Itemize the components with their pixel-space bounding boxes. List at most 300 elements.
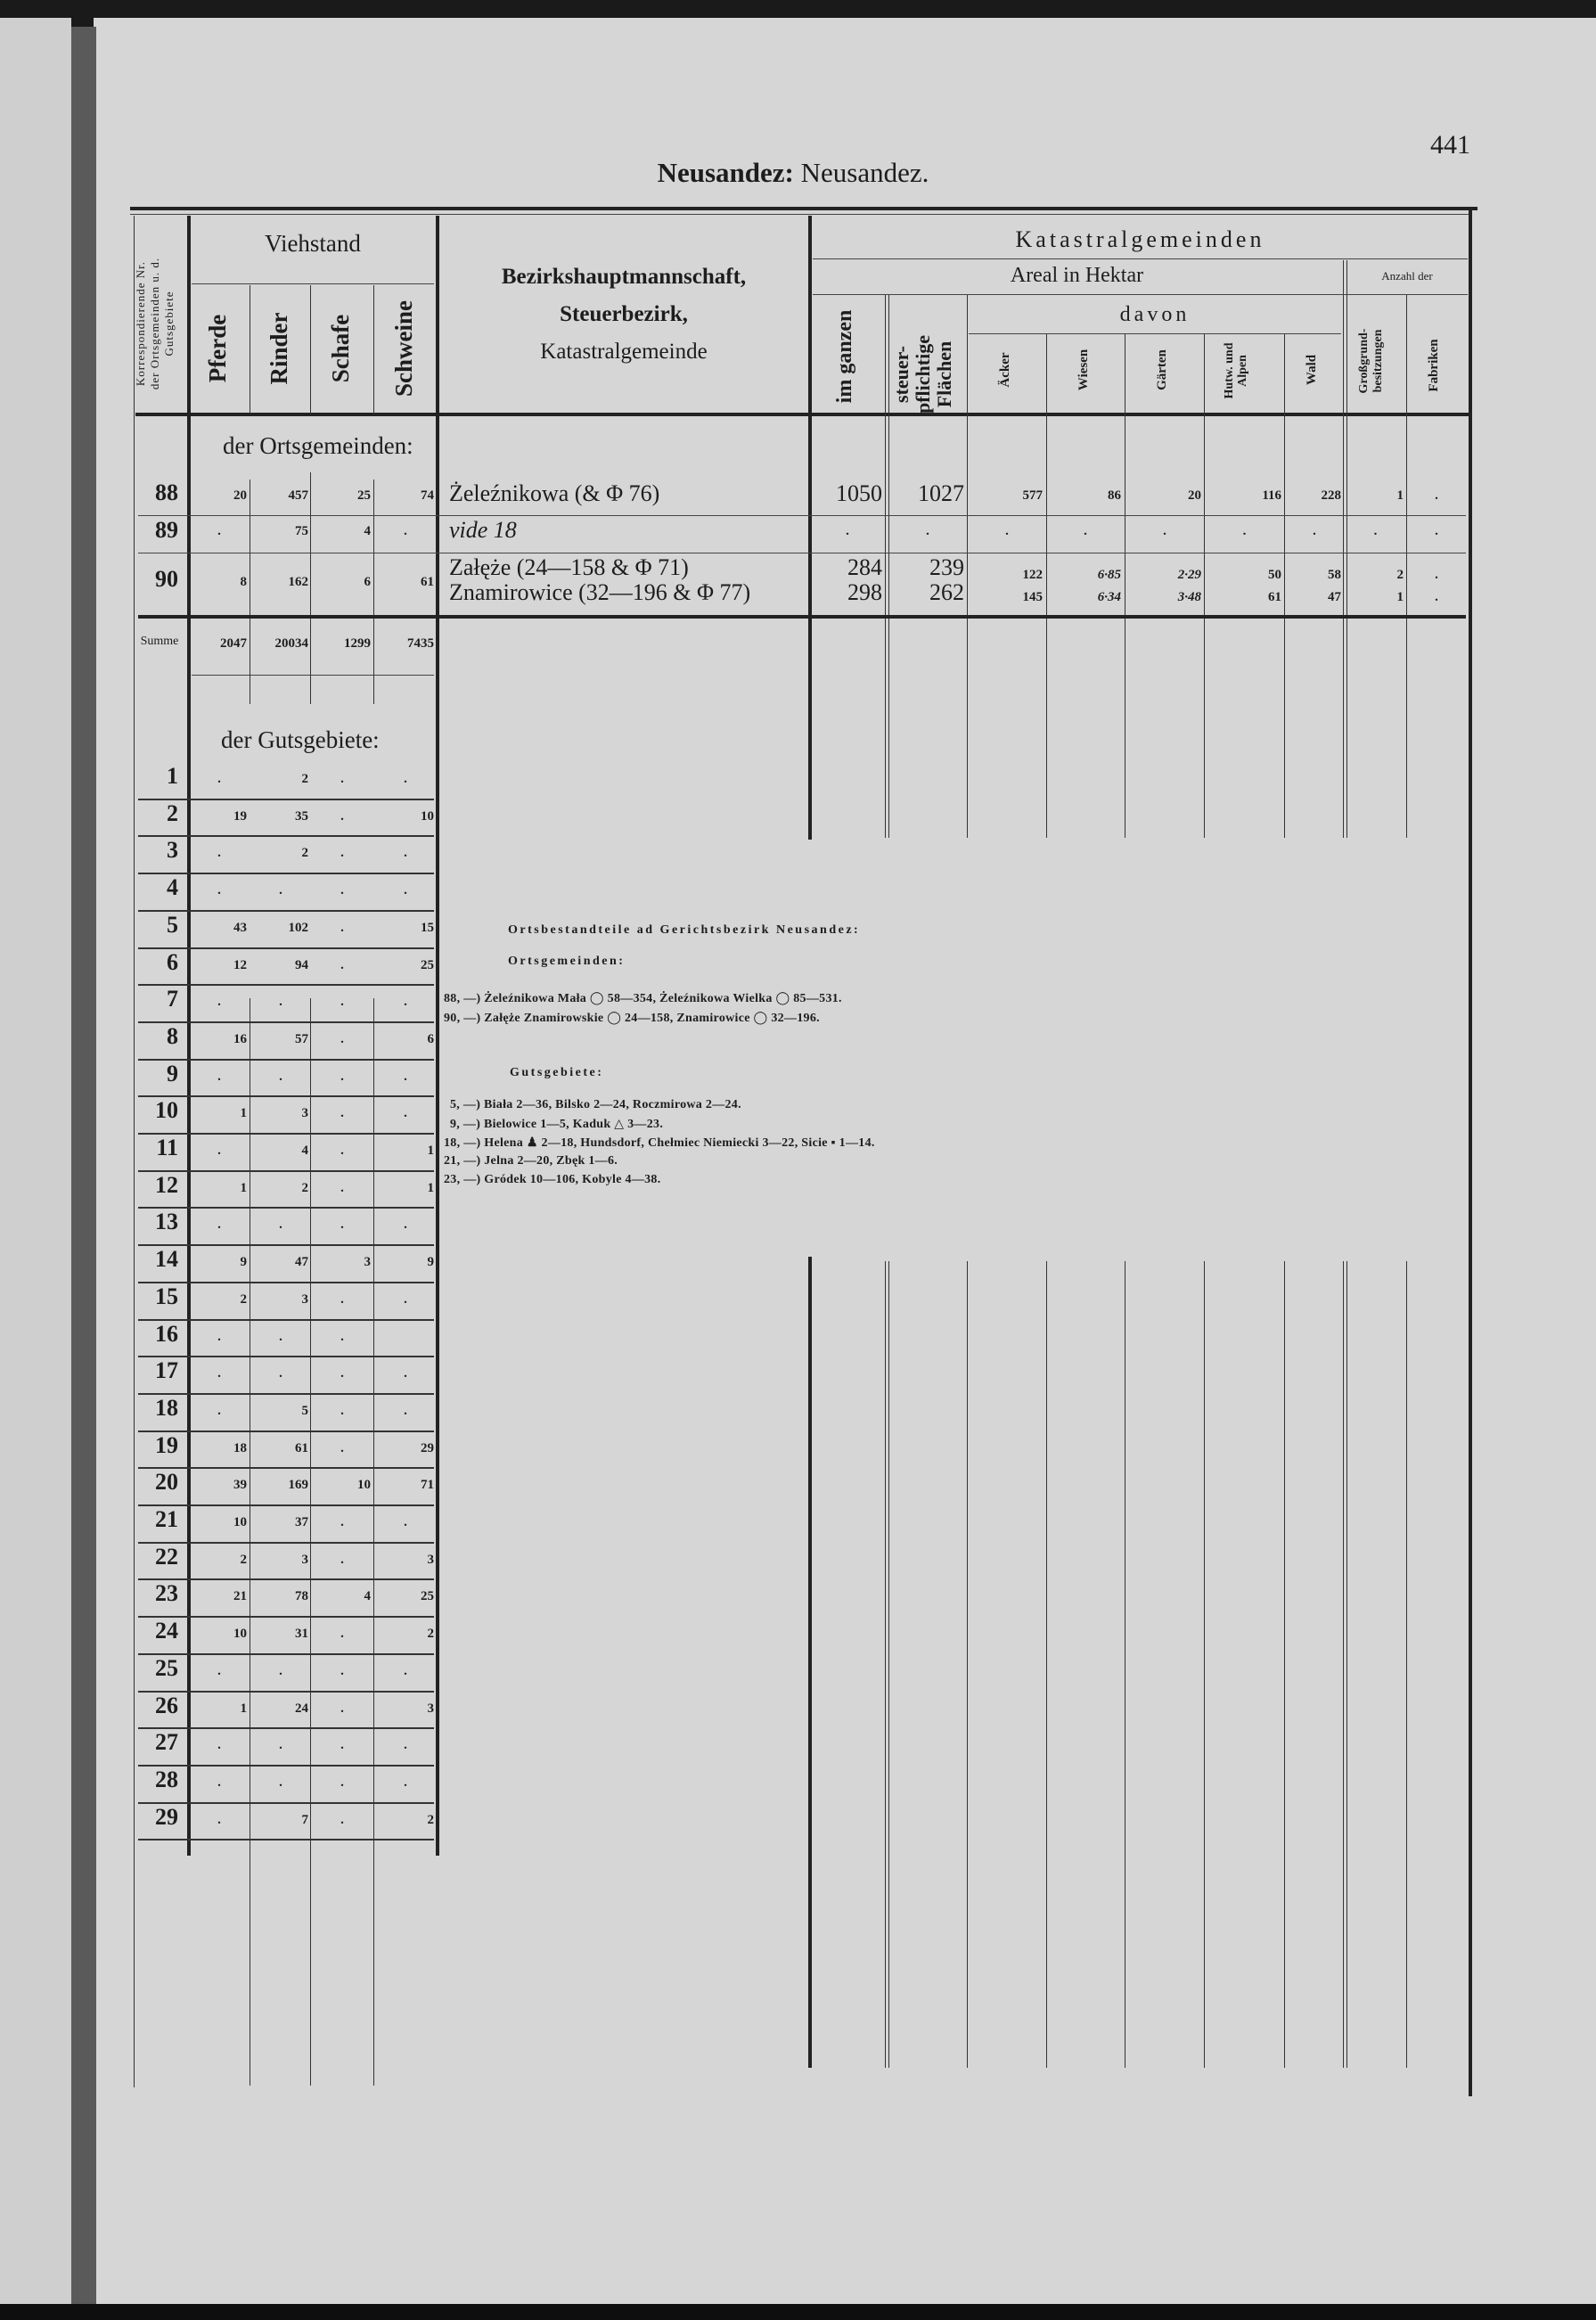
row-nr: 18 bbox=[155, 1394, 178, 1421]
cell-pferde: . bbox=[217, 1069, 221, 1084]
row-nr: 16 bbox=[155, 1320, 178, 1347]
cell-pferde: 1 bbox=[240, 1106, 247, 1121]
cell-schafe: . bbox=[340, 1440, 344, 1455]
header-im-ganzen: im ganzen bbox=[833, 309, 856, 404]
cell-schafe: . bbox=[340, 1217, 344, 1233]
header-gaerten: Gärten bbox=[1155, 349, 1169, 390]
cell-rinder: . bbox=[279, 1366, 282, 1381]
cell-name: vide 18 bbox=[449, 517, 517, 543]
row-rule bbox=[138, 1839, 434, 1840]
cell-schafe: . bbox=[340, 1403, 344, 1418]
table-right-border bbox=[1469, 207, 1472, 2096]
row-nr: 20 bbox=[155, 1469, 178, 1496]
cell-schweine: . bbox=[404, 1738, 407, 1753]
row-rule bbox=[138, 1802, 434, 1804]
col-line bbox=[1343, 1261, 1347, 2068]
row-nr: 7 bbox=[167, 986, 178, 1012]
cell-schafe: . bbox=[340, 808, 344, 824]
summe-rule bbox=[192, 675, 434, 676]
cell-schweine: . bbox=[404, 1403, 407, 1418]
row-nr: 8 bbox=[167, 1022, 178, 1049]
header-bezirk-line3: Katastralgemeinde bbox=[540, 340, 708, 364]
cell-schweine: 9 bbox=[427, 1255, 434, 1270]
cell-wiesen: 6·85 bbox=[1097, 568, 1121, 582]
row-rule bbox=[138, 1504, 434, 1506]
row-nr: 26 bbox=[155, 1692, 178, 1718]
cell-rinder: 78 bbox=[295, 1589, 308, 1604]
cell-schafe: . bbox=[340, 772, 344, 786]
row-rule bbox=[138, 1207, 434, 1209]
row-nr: 12 bbox=[155, 1171, 178, 1198]
col-line bbox=[1284, 1261, 1285, 2068]
cell-pferde: 18 bbox=[233, 1440, 247, 1455]
cell-wald: 58 bbox=[1328, 568, 1341, 582]
notes-guts-line: 9, —) Bielowice 1—5, Kaduk △ 3—23. bbox=[450, 1118, 664, 1131]
section-ortsgemeinden: der Ortsgemeinden: bbox=[223, 432, 413, 459]
row-rule bbox=[138, 1616, 434, 1618]
row-rule bbox=[138, 873, 434, 874]
cell-hutw-2: 61 bbox=[1268, 590, 1281, 604]
cell-rinder: . bbox=[279, 1775, 282, 1790]
cell-rinder: . bbox=[279, 995, 282, 1010]
row-nr: 28 bbox=[155, 1766, 178, 1792]
viehstand-rule bbox=[192, 283, 434, 284]
cell-pferde: . bbox=[217, 1738, 221, 1753]
cell-schweine: . bbox=[404, 1217, 407, 1233]
cell-pferde: . bbox=[217, 995, 221, 1010]
row-rule bbox=[138, 947, 434, 949]
header-bottom-rule bbox=[135, 413, 1472, 416]
row-nr: 2 bbox=[167, 799, 178, 826]
row-nr: 23 bbox=[155, 1580, 178, 1607]
cell-schafe: . bbox=[340, 1812, 344, 1827]
col-line bbox=[310, 285, 311, 414]
cell-schweine: 2 bbox=[427, 1627, 434, 1642]
notes-heading: Ortsbestandteile ad Gerichtsbezirk Neusandez: bbox=[508, 923, 861, 937]
cell-rinder: 3 bbox=[301, 1291, 308, 1307]
cell-rinder: . bbox=[279, 1329, 282, 1344]
cell-schafe: . bbox=[340, 1366, 344, 1381]
page-title-rest: Neusandez. bbox=[800, 157, 929, 188]
table-top-rule bbox=[130, 207, 1477, 210]
summe-rinder: 20034 bbox=[274, 636, 308, 651]
cell-wiesen-2: 6·34 bbox=[1097, 590, 1121, 604]
col-line bbox=[808, 216, 812, 840]
header-bezirk bbox=[441, 258, 806, 371]
cell-schweine: 25 bbox=[421, 957, 434, 972]
cell-schweine: 2 bbox=[427, 1812, 434, 1827]
cell-rinder: 457 bbox=[288, 488, 308, 503]
cell-schafe: . bbox=[340, 1552, 344, 1567]
header-wiesen: Wiesen bbox=[1076, 348, 1091, 391]
cell-schafe: . bbox=[340, 1738, 344, 1753]
row-nr: 88 bbox=[155, 480, 178, 505]
row-nr: 3 bbox=[167, 837, 178, 864]
cell-schafe: . bbox=[340, 1031, 344, 1046]
cell-gaerten: 20 bbox=[1188, 488, 1201, 503]
cell-rinder: . bbox=[279, 1069, 282, 1084]
cell-schafe: . bbox=[340, 1180, 344, 1195]
cell-schweine: 61 bbox=[421, 575, 434, 589]
cell-gaerten: . bbox=[1163, 524, 1166, 538]
cell-rinder: 61 bbox=[295, 1440, 308, 1455]
header-davon: davon bbox=[1119, 303, 1191, 326]
cell-name: Załęże (24—158 & Φ 71) bbox=[449, 554, 689, 580]
notes-orts-heading: Ortsgemeinden: bbox=[508, 955, 626, 968]
cell-schweine: 1 bbox=[427, 1180, 434, 1195]
cell-schweine: . bbox=[404, 1663, 407, 1678]
cell-schweine: . bbox=[404, 772, 407, 786]
cell-schweine: 29 bbox=[421, 1440, 434, 1455]
header-bezirk-line2: Steuerbezirk, bbox=[560, 302, 688, 326]
cell-pferde: . bbox=[217, 1144, 221, 1158]
row-rule bbox=[138, 1319, 434, 1321]
cell-pferde: 1 bbox=[240, 1180, 247, 1195]
row-rule bbox=[138, 1578, 434, 1580]
cell-schafe: 4 bbox=[364, 1589, 371, 1604]
cell-pferde: 8 bbox=[240, 575, 247, 589]
section-gutsgebiete: der Gutsgebiete: bbox=[221, 726, 380, 753]
cell-pferde: . bbox=[217, 1775, 221, 1790]
scan-border bbox=[0, 2304, 1596, 2320]
row-rule bbox=[138, 515, 1466, 516]
cell-schweine: . bbox=[404, 883, 407, 898]
cell-pferde: 10 bbox=[233, 1515, 247, 1529]
header-katastral: Katastralgemeinden bbox=[1015, 226, 1265, 252]
cell-schweine: 71 bbox=[421, 1478, 434, 1493]
header-steuer: steuer- pflichtige Flächen bbox=[890, 335, 955, 414]
cell-rinder: 37 bbox=[295, 1515, 308, 1529]
cell-rinder: 35 bbox=[295, 808, 308, 824]
col-line bbox=[1406, 1261, 1407, 2068]
cell-steuer: 239 bbox=[929, 554, 964, 580]
cell-pferde: 2 bbox=[240, 1552, 247, 1567]
cell-schweine: . bbox=[404, 1775, 407, 1790]
previous-page-edge bbox=[0, 18, 71, 2308]
cell-wiesen: . bbox=[1084, 524, 1087, 538]
col-line bbox=[187, 216, 191, 1856]
cell-rinder: 24 bbox=[295, 1701, 308, 1716]
cell-rinder: 75 bbox=[295, 524, 308, 538]
row-rule bbox=[138, 1765, 434, 1767]
cell-rinder: 2 bbox=[301, 772, 308, 786]
cell-schweine: 1 bbox=[427, 1144, 434, 1158]
cell-pferde: . bbox=[217, 1366, 221, 1381]
cell-schweine: . bbox=[404, 1106, 407, 1121]
cell-schafe: . bbox=[340, 1329, 344, 1344]
cell-im-ganzen: 284 bbox=[847, 554, 882, 580]
cell-aecker: . bbox=[1005, 524, 1009, 538]
header-gross: Großgrund- besitzungen bbox=[1357, 328, 1385, 394]
row-rule bbox=[138, 1170, 434, 1172]
cell-im-ganzen-2: 298 bbox=[847, 579, 882, 605]
header-bezirk-line1: Bezirkshauptmannschaft, bbox=[501, 265, 747, 289]
col-line bbox=[373, 624, 374, 704]
col-line bbox=[373, 285, 374, 414]
row-rule bbox=[138, 910, 434, 912]
cell-pferde: 2 bbox=[240, 1291, 247, 1307]
cell-name-2: Znamirowice (32—196 & Φ 77) bbox=[449, 579, 751, 605]
cell-pferde: 21 bbox=[233, 1589, 247, 1604]
cell-fabriken: . bbox=[1435, 568, 1438, 582]
cell-pferde: 12 bbox=[233, 957, 247, 972]
cell-rinder: 162 bbox=[288, 575, 308, 589]
notes-guts-line: 5, —) Biała 2—36, Bilsko 2—24, Roczmirowa 2—24. bbox=[450, 1098, 741, 1111]
row-rule bbox=[138, 1133, 434, 1135]
col-line bbox=[1046, 1261, 1047, 2068]
summe-pferde: 2047 bbox=[220, 636, 247, 651]
row-nr: 1 bbox=[167, 763, 178, 789]
row-nr: 10 bbox=[155, 1097, 178, 1124]
cell-schweine: . bbox=[404, 1069, 407, 1084]
col-line bbox=[436, 216, 439, 1856]
row-nr: 24 bbox=[155, 1618, 178, 1644]
cell-hutw: 50 bbox=[1268, 568, 1281, 582]
cell-fabriken: . bbox=[1435, 488, 1438, 503]
row-nr: 6 bbox=[167, 948, 178, 975]
row-rule bbox=[138, 1431, 434, 1432]
row-nr: 29 bbox=[155, 1803, 178, 1830]
row-nr: 13 bbox=[155, 1209, 178, 1235]
col-line bbox=[1204, 1261, 1205, 2068]
header-rinder: Rinder bbox=[266, 312, 292, 385]
cell-pferde: . bbox=[217, 883, 221, 898]
notes-guts-line: 18, —) Helena ♟ 2—18, Hundsdorf, Chełmiec Niemiecki 3—22, Sicie ▪ 1—14. bbox=[444, 1136, 875, 1150]
summe-schweine: 7435 bbox=[407, 636, 434, 651]
cell-aecker-2: 145 bbox=[1022, 590, 1043, 604]
cell-schafe: . bbox=[340, 1663, 344, 1678]
row-nr: 4 bbox=[167, 874, 178, 901]
row-rule bbox=[138, 1542, 434, 1544]
row-nr: 19 bbox=[155, 1431, 178, 1458]
cell-schafe: . bbox=[340, 1144, 344, 1158]
header-viehstand: Viehstand bbox=[265, 230, 361, 257]
cell-schweine: . bbox=[404, 1366, 407, 1381]
cell-schweine: 10 bbox=[421, 808, 434, 824]
cell-gaerten: 2·29 bbox=[1177, 568, 1201, 582]
cell-schafe: . bbox=[340, 920, 344, 935]
row-rule bbox=[138, 1727, 434, 1729]
cell-schafe: 10 bbox=[357, 1478, 371, 1493]
page-number: 441 bbox=[1430, 130, 1470, 160]
header-korr: Korrespondierende Nr. der Ortsgemeinden u. d. Gutsgebiete bbox=[134, 257, 176, 390]
row-rule bbox=[138, 1653, 434, 1655]
col-line bbox=[1406, 294, 1407, 838]
cell-gross: . bbox=[1373, 524, 1378, 538]
header-schafe: Schafe bbox=[327, 314, 354, 383]
cell-rinder: . bbox=[279, 883, 282, 898]
cell-wald: 228 bbox=[1321, 488, 1341, 503]
cell-pferde: 1 bbox=[240, 1701, 247, 1716]
col-line bbox=[808, 1257, 812, 2068]
page-title bbox=[535, 157, 1052, 189]
header-aecker: Äcker bbox=[998, 352, 1012, 388]
cell-schafe: . bbox=[340, 1291, 344, 1307]
cell-pferde: . bbox=[217, 846, 221, 861]
row-nr: 89 bbox=[155, 517, 178, 543]
cell-schafe: . bbox=[340, 957, 344, 972]
cell-schweine: . bbox=[404, 1515, 407, 1529]
cell-pferde: 20 bbox=[233, 488, 247, 503]
col-line bbox=[1204, 334, 1205, 838]
cell-rinder: 7 bbox=[301, 1812, 308, 1827]
header-fabriken: Fabriken bbox=[1427, 339, 1441, 392]
cell-pferde: . bbox=[217, 524, 221, 538]
cell-schafe: . bbox=[340, 846, 344, 861]
cell-rinder: 3 bbox=[301, 1106, 308, 1121]
row-rule bbox=[138, 1356, 434, 1357]
row-rule bbox=[138, 1095, 434, 1097]
summe-schafe: 1299 bbox=[344, 636, 371, 651]
row-nr: 11 bbox=[156, 1135, 178, 1160]
cell-aecker: 577 bbox=[1022, 488, 1043, 503]
cell-pferde: 16 bbox=[233, 1031, 247, 1046]
cell-pferde: 43 bbox=[233, 920, 247, 935]
row-rule bbox=[138, 1059, 434, 1061]
cell-pferde: . bbox=[217, 1812, 221, 1827]
row-rule bbox=[138, 1021, 434, 1023]
cell-gross: 1 bbox=[1396, 488, 1404, 503]
row-rule bbox=[138, 1467, 434, 1469]
cell-wiesen: 86 bbox=[1108, 488, 1121, 503]
cell-wald: . bbox=[1313, 524, 1316, 538]
cell-schweine: 3 bbox=[427, 1701, 434, 1716]
cell-rinder: 31 bbox=[295, 1627, 308, 1642]
cell-rinder: . bbox=[279, 1738, 282, 1753]
cell-pferde: . bbox=[217, 1403, 221, 1418]
cell-pferde: . bbox=[217, 1329, 221, 1344]
cell-schafe: 3 bbox=[364, 1255, 371, 1270]
cell-schweine: 25 bbox=[421, 1589, 434, 1604]
cell-fabriken-2: . bbox=[1435, 590, 1438, 604]
cell-pferde: 9 bbox=[240, 1255, 247, 1270]
cell-rinder: 57 bbox=[295, 1031, 308, 1046]
cell-schafe: . bbox=[340, 883, 344, 898]
row-nr: 17 bbox=[155, 1357, 178, 1384]
cell-hutw: . bbox=[1242, 524, 1247, 538]
cell-schweine: 3 bbox=[427, 1552, 434, 1567]
cell-steuer-2: 262 bbox=[929, 579, 964, 605]
cell-hutw: 116 bbox=[1262, 488, 1281, 503]
row-rule bbox=[138, 1691, 434, 1693]
cell-rinder: . bbox=[279, 1663, 282, 1678]
header-schweine: Schweine bbox=[390, 300, 417, 397]
cell-schweine: 6 bbox=[427, 1031, 434, 1046]
cell-pferde: . bbox=[217, 772, 221, 786]
book-gutter bbox=[71, 27, 96, 2308]
cell-pferde: . bbox=[217, 1663, 221, 1678]
col-line bbox=[967, 294, 968, 838]
cell-rinder: 2 bbox=[301, 1180, 308, 1195]
row-nr: 90 bbox=[155, 566, 178, 592]
cell-schafe: . bbox=[340, 1069, 344, 1084]
row-nr: 25 bbox=[155, 1654, 178, 1681]
row-rule bbox=[138, 1393, 434, 1395]
cell-schweine: 74 bbox=[421, 488, 434, 503]
cell-rinder: 47 bbox=[295, 1255, 308, 1270]
row-nr: 15 bbox=[155, 1283, 178, 1309]
row-nr: 21 bbox=[155, 1506, 178, 1532]
cell-pferde: 19 bbox=[233, 808, 247, 824]
cell-rinder: 5 bbox=[301, 1403, 308, 1418]
row-rule bbox=[138, 1282, 434, 1283]
cell-schafe: 6 bbox=[364, 575, 371, 589]
cell-gaerten-2: 3·48 bbox=[1177, 590, 1201, 604]
cell-rinder: 2 bbox=[301, 846, 308, 861]
row-nr: 5 bbox=[167, 911, 178, 938]
col-line bbox=[310, 624, 311, 704]
ortsgemeinden-end-rule bbox=[138, 615, 1466, 619]
cell-rinder: 94 bbox=[295, 957, 308, 972]
row-rule bbox=[138, 835, 434, 837]
notes-guts-line: 21, —) Jelna 2—20, Zbęk 1—6. bbox=[444, 1154, 618, 1168]
cell-wald-2: 47 bbox=[1328, 590, 1341, 604]
cell-schafe: . bbox=[340, 1775, 344, 1790]
cell-pferde: 39 bbox=[233, 1478, 247, 1493]
cell-rinder: 3 bbox=[301, 1552, 308, 1567]
cell-schafe: 25 bbox=[357, 488, 371, 503]
cell-schweine: . bbox=[404, 995, 407, 1010]
cell-aecker: 122 bbox=[1022, 568, 1043, 582]
row-nr: 22 bbox=[155, 1543, 178, 1570]
header-anzahl: Anzahl der bbox=[1381, 269, 1433, 283]
areal-rule bbox=[813, 294, 1468, 295]
summe-label: Summe bbox=[140, 635, 179, 648]
col-line bbox=[885, 294, 889, 838]
notes-guts-line: 23, —) Gródek 10—106, Kobyle 4—38. bbox=[444, 1173, 661, 1186]
col-line bbox=[1284, 334, 1285, 838]
row-nr: 27 bbox=[155, 1729, 178, 1756]
cell-schweine: . bbox=[404, 524, 407, 538]
notes-orts-line: 88, —) Żeleźnikowa Mała ◯ 58—354, Żeleźnikowa Wielka ◯ 85—531. bbox=[444, 992, 842, 1005]
header-hutw: Hutw. und Alpen bbox=[1223, 342, 1249, 399]
header-pferde: Pferde bbox=[204, 314, 231, 383]
cell-schafe: 4 bbox=[364, 524, 371, 538]
cell-rinder: 169 bbox=[288, 1478, 308, 1493]
col-line bbox=[1343, 260, 1347, 838]
col-line bbox=[967, 1261, 968, 2068]
cell-schafe: . bbox=[340, 1701, 344, 1716]
cell-schafe: . bbox=[340, 995, 344, 1010]
row-nr: 9 bbox=[167, 1060, 178, 1086]
cell-schweine: . bbox=[404, 1291, 407, 1307]
cell-rinder: 4 bbox=[301, 1144, 308, 1158]
katastral-rule bbox=[813, 258, 1468, 259]
row-nr: 14 bbox=[155, 1246, 178, 1273]
cell-schafe: . bbox=[340, 1515, 344, 1529]
header-areal: Areal in Hektar bbox=[1010, 264, 1144, 287]
header-wald: Wald bbox=[1305, 354, 1319, 386]
cell-gross: 2 bbox=[1396, 568, 1404, 582]
cell-rinder: 102 bbox=[288, 920, 308, 935]
notes-orts-line: 90, —) Załęże Znamirowskie ◯ 24—158, Znamirowice ◯ 32—196. bbox=[444, 1012, 820, 1025]
notes-guts-heading: Gutsgebiete: bbox=[510, 1066, 604, 1079]
cell-schafe: . bbox=[340, 1627, 344, 1642]
row-rule bbox=[138, 1244, 434, 1246]
cell-steuer: 1027 bbox=[918, 480, 964, 506]
cell-im-ganzen: 1050 bbox=[836, 480, 882, 506]
row-rule bbox=[138, 984, 434, 986]
cell-gross-2: 1 bbox=[1396, 590, 1404, 604]
cell-schweine: . bbox=[404, 846, 407, 861]
cell-steuer: . bbox=[926, 524, 929, 538]
cell-name: Żeleźnikowa (& Φ 76) bbox=[449, 480, 660, 506]
cell-im-ganzen: . bbox=[846, 524, 849, 538]
col-line bbox=[885, 1261, 889, 2068]
cell-pferde: 10 bbox=[233, 1627, 247, 1642]
cell-fabriken: . bbox=[1435, 524, 1438, 538]
table-top-rule-thin bbox=[130, 214, 1471, 215]
